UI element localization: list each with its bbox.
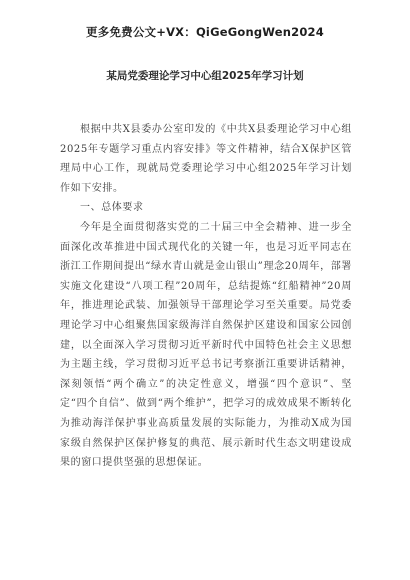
section-paragraph: 今年是全面贯彻落实党的二十届三中全会精神、进一步全面深化改革推进中国式现代化的关键一年，也是习近平同志在浙江工作期间提出“绿水青山就是金山银山”理念20周年，部署实施文化建设“八项工程”20周年，总结提炼“红船精神”20周年，推进理论武装、加强领导干部理论学习至关重要。局党委理论学习中心组聚焦国家级海洋自然保护区建设和国家公园创建，以全面深入学习贯彻习近平新时代中国特色社会主义思想为主题主线，学习贯彻习近平总书记考察浙江重要讲话精神，深刻领悟“两个确立”的决定性意义，增强“四个意识”、坚定“四个自信”、做到“两个维护”，把学习的成效成果不断转化为推动海洋保护事业高质量发展的实际能力，为推动X成为国家级自然保护区保护修复的典范、展示新时代生态文明建设成果的窗口提供坚强的思想保证。 [60,221,352,469]
intro-paragraph: 根据中共X县委办公室印发的《中共X县委理论学习中心组2025年专题学习重点内容安排》等文件精神，结合X保护区管理局中心工作，现就局党委理论学习中心组2025年学习计划作如下安排。 [60,124,352,194]
header-note: 更多免费公文+VX：QiGeGongWen2024 [86,25,324,39]
section-heading: 一、总体要求 [80,202,144,214]
document-title: 某局党委理论学习中心组2025年学习计划 [106,70,304,82]
document-body [60,120,352,473]
